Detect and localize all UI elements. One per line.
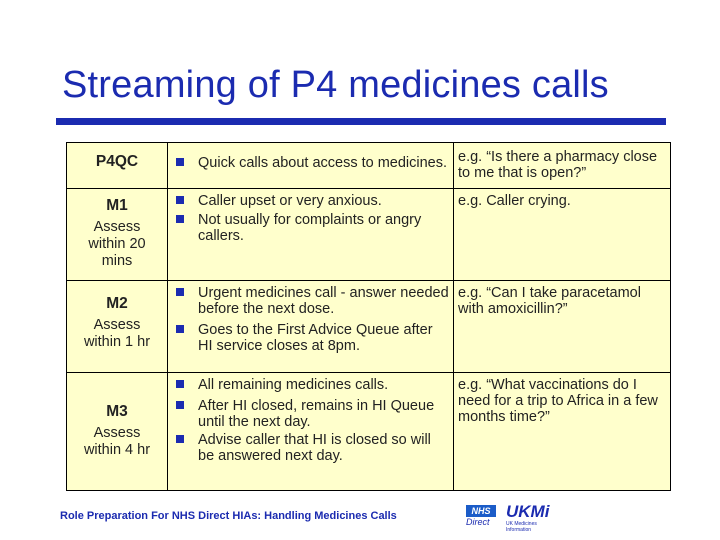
example-text: e.g. Caller crying.	[458, 193, 571, 209]
code-cell	[67, 373, 168, 491]
example-text: e.g. “Is there a pharmacy close to me that is open?”	[458, 149, 658, 181]
table-row	[67, 281, 671, 373]
list-item: Not usually for complaints or angry callers.	[174, 212, 449, 244]
title-underline	[56, 118, 666, 125]
code-cell	[67, 143, 168, 189]
square-bullet-icon	[176, 215, 184, 223]
list-item: After HI closed, remains in HI Queue until the next day.	[174, 398, 449, 430]
nhs-direct-logo	[466, 505, 496, 529]
description-cell	[168, 189, 454, 281]
example-text: e.g. “Can I take paracetamol with amoxicillin?”	[458, 285, 641, 317]
ukmi-logo	[506, 503, 556, 533]
slide-title: Streaming of P4 medicines calls	[62, 64, 609, 106]
call-streaming-table	[66, 142, 671, 491]
square-bullet-icon	[176, 158, 184, 166]
table-row	[67, 143, 671, 189]
stream-code: M3	[106, 403, 128, 420]
example-cell	[454, 281, 671, 373]
list-item: Goes to the First Advice Queue after HI service closes at 8pm.	[174, 322, 449, 354]
description-cell	[168, 281, 454, 373]
nhs-logo-box: NHS	[466, 505, 496, 517]
example-cell	[454, 373, 671, 491]
stream-assess-time: Assess within 1 hr	[83, 317, 151, 350]
stream-code: P4QC	[95, 153, 139, 170]
square-bullet-icon	[176, 380, 184, 388]
square-bullet-icon	[176, 435, 184, 443]
list-item: Quick calls about access to medicines.	[174, 155, 449, 171]
list-item: Urgent medicines call - answer needed before the next dose.	[174, 285, 449, 317]
square-bullet-icon	[176, 401, 184, 409]
list-item: Caller upset or very anxious.	[174, 193, 449, 209]
table-row	[67, 373, 671, 491]
stream-code: M1	[106, 197, 128, 214]
stream-code: M2	[106, 295, 128, 312]
list-item: Advise caller that HI is closed so will be answered next day.	[174, 432, 449, 464]
code-cell	[67, 189, 168, 281]
square-bullet-icon	[176, 288, 184, 296]
description-cell	[168, 373, 454, 491]
code-cell	[67, 281, 168, 373]
ukmi-logo-tagline: UK Medicines Information	[506, 521, 537, 533]
example-text: e.g. “What vaccinations do I need for a trip to Africa in a few months time?”	[458, 377, 658, 425]
list-item: All remaining medicines calls.	[174, 377, 449, 393]
example-cell	[454, 143, 671, 189]
stream-assess-time: Assess within 20 mins	[88, 219, 146, 269]
stream-assess-time: Assess within 4 hr	[83, 425, 151, 458]
example-cell	[454, 189, 671, 281]
square-bullet-icon	[176, 196, 184, 204]
square-bullet-icon	[176, 325, 184, 333]
description-cell	[168, 143, 454, 189]
nhs-logo-subtitle: Direct	[466, 517, 490, 527]
footer-text: Role Preparation For NHS Direct HIAs: Handling Medicines Calls	[60, 510, 397, 522]
table-row	[67, 189, 671, 281]
ukmi-logo-text: UKMi	[506, 502, 550, 521]
